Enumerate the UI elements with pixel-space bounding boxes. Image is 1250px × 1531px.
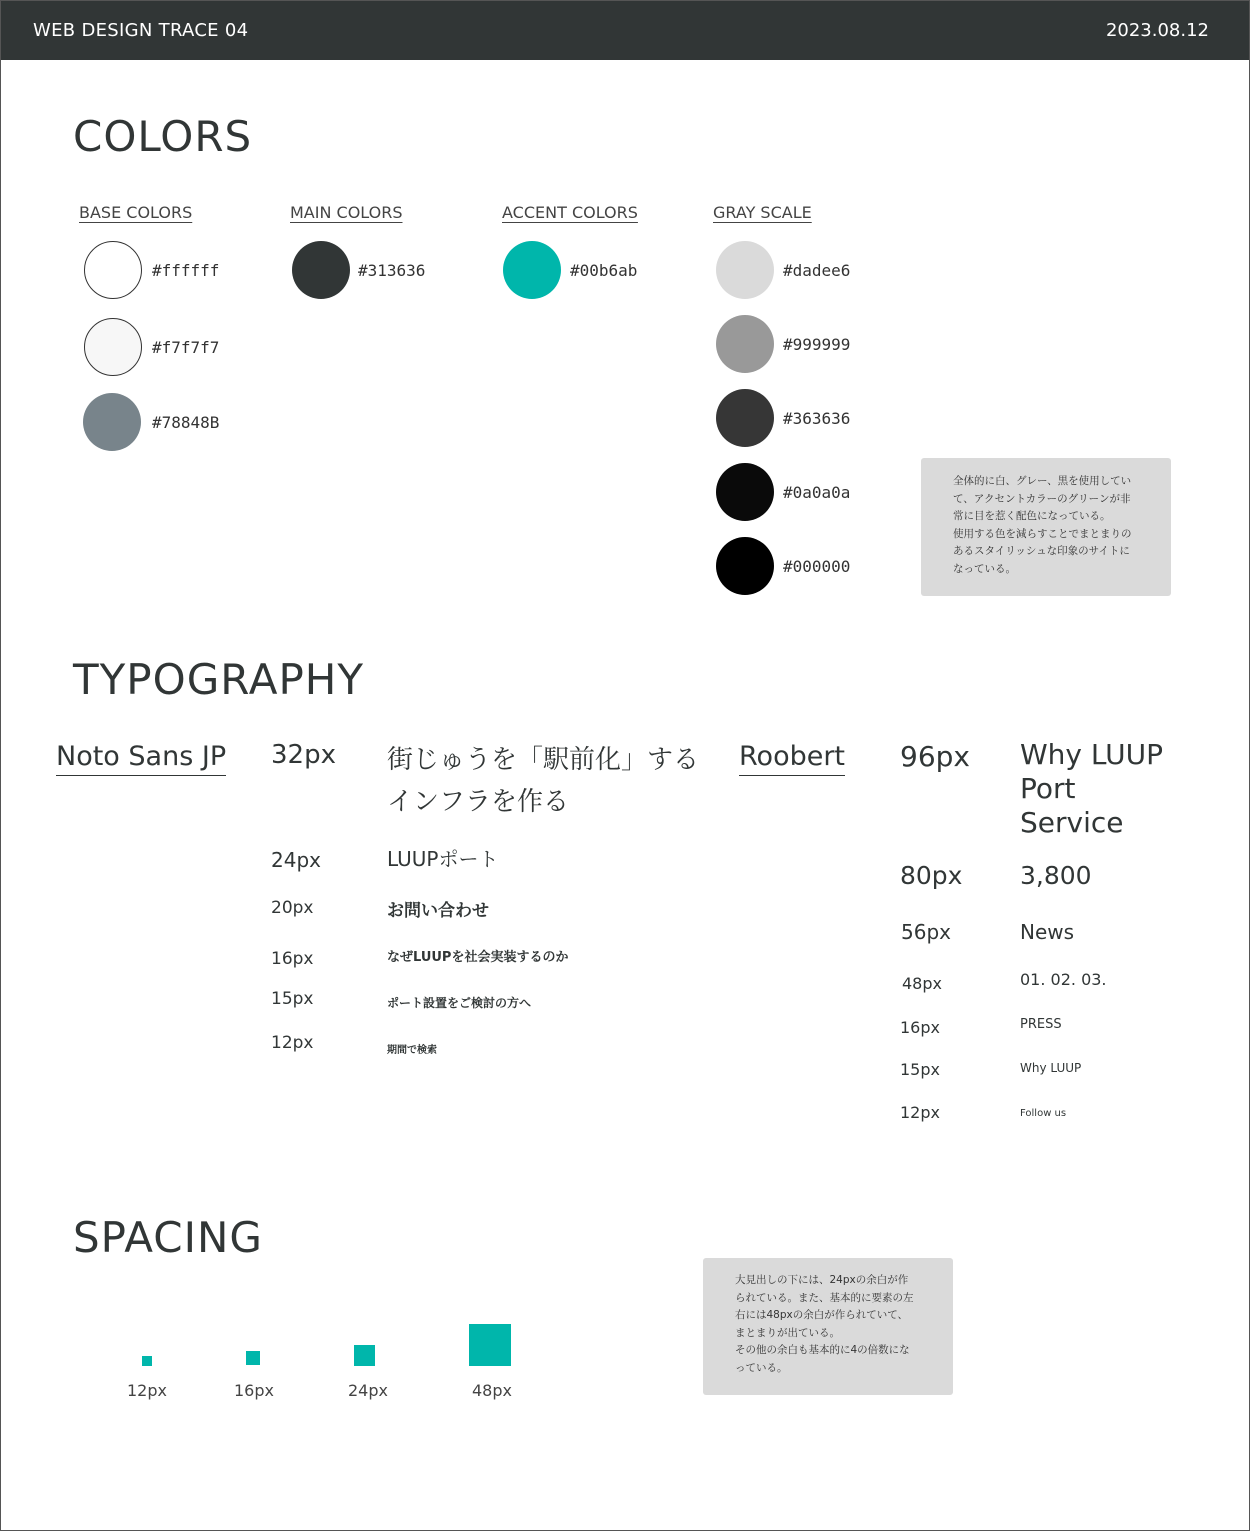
jp-sample-16: なぜLUUPを社会実装するのか: [387, 950, 569, 965]
swatch-ffffff: [84, 241, 142, 299]
spacing-label: 24px: [348, 1381, 388, 1400]
font-name-roobert: Roobert: [739, 740, 845, 776]
base-colors-label: BASE COLORS: [79, 203, 193, 222]
swatch-dadee6: [716, 241, 774, 299]
main-colors-label: MAIN COLORS: [290, 203, 403, 222]
hex-label: #78848B: [152, 413, 220, 432]
hex-label: #dadee6: [783, 261, 851, 280]
swatch-78848b: [83, 393, 141, 451]
colors-note: 全体的に白、グレー、黒を使用してい て、アクセントカラーのグリーンが非 常に目を惹く配色になっている。 使用する色を減らすことでまとまりの あるスタイリッシュな印象のサイトに なっている。: [921, 458, 1171, 596]
spacing-label: 12px: [127, 1381, 167, 1400]
size-label: 15px: [271, 989, 314, 1009]
spacing-heading: SPACING: [73, 1213, 263, 1262]
size-label: 48px: [902, 974, 942, 993]
spacing-square-16: [246, 1351, 260, 1365]
spacing-square-48: [469, 1324, 511, 1366]
header-title: WEB DESIGN TRACE 04: [33, 20, 249, 41]
size-label: 96px: [900, 740, 970, 773]
size-label: 20px: [271, 898, 314, 918]
size-label: 15px: [900, 1060, 940, 1079]
hex-label: #363636: [783, 409, 851, 428]
size-label: 16px: [900, 1018, 940, 1037]
size-label: 12px: [271, 1033, 314, 1053]
spacing-label: 16px: [234, 1381, 274, 1400]
jp-sample-32: 街じゅうを「駅前化」する インフラを作る: [387, 745, 700, 817]
swatch-363636: [716, 389, 774, 447]
en-sample-48: 01. 02. 03.: [1020, 970, 1107, 989]
hex-label: #0a0a0a: [783, 483, 851, 502]
jp-sample-24: LUUPポート: [387, 847, 499, 871]
jp-sample-15: ポート設置をご検討の方へ: [387, 996, 532, 1010]
swatch-00b6ab: [503, 241, 561, 299]
size-label: 56px: [901, 920, 951, 944]
colors-heading: COLORS: [73, 112, 253, 161]
swatch-000000: [716, 537, 774, 595]
swatch-f7f7f7: [84, 318, 142, 376]
spacing-label: 48px: [472, 1381, 512, 1400]
jp-sample-20: お問い合わせ: [387, 901, 489, 921]
accent-colors-label: ACCENT COLORS: [502, 203, 638, 222]
en-sample-96: Why LUUP Port Service: [1020, 738, 1163, 839]
gray-scale-label: GRAY SCALE: [713, 203, 812, 222]
header-bar: [1, 1, 1249, 60]
hex-label: #313636: [358, 261, 426, 280]
header-date: 2023.08.12: [1105, 20, 1209, 41]
spacing-square-24: [354, 1345, 375, 1366]
hex-label: #f7f7f7: [152, 338, 220, 357]
font-name-noto-sans-jp: Noto Sans JP: [56, 740, 226, 776]
en-sample-16: PRESS: [1020, 1017, 1062, 1032]
en-sample-12: Follow us: [1020, 1108, 1067, 1119]
typography-heading: TYPOGRAPHY: [73, 655, 365, 704]
size-label: 32px: [271, 740, 336, 770]
hex-label: #00b6ab: [570, 261, 638, 280]
jp-sample-12: 期間で検索: [387, 1045, 437, 1056]
spacing-note: 大見出しの下には、24pxの余白が作 られている。また、基本的に要素の左 右には48pxの余白が作られていて、 まとまりが出ている。 その他の余白も基本的に4の倍数にな っている。: [703, 1258, 953, 1395]
en-sample-80: 3,800: [1020, 861, 1092, 890]
hex-label: #ffffff: [152, 261, 220, 280]
en-sample-56: News: [1020, 920, 1075, 944]
swatch-313636: [292, 241, 350, 299]
hex-label: #999999: [783, 335, 851, 354]
spacing-square-12: [142, 1356, 152, 1366]
en-sample-15: Why LUUP: [1020, 1061, 1082, 1075]
swatch-0a0a0a: [716, 463, 774, 521]
size-label: 80px: [900, 861, 963, 890]
size-label: 12px: [900, 1103, 940, 1122]
hex-label: #000000: [783, 557, 851, 576]
swatch-999999: [716, 315, 774, 373]
size-label: 16px: [271, 949, 314, 969]
size-label: 24px: [271, 848, 321, 872]
